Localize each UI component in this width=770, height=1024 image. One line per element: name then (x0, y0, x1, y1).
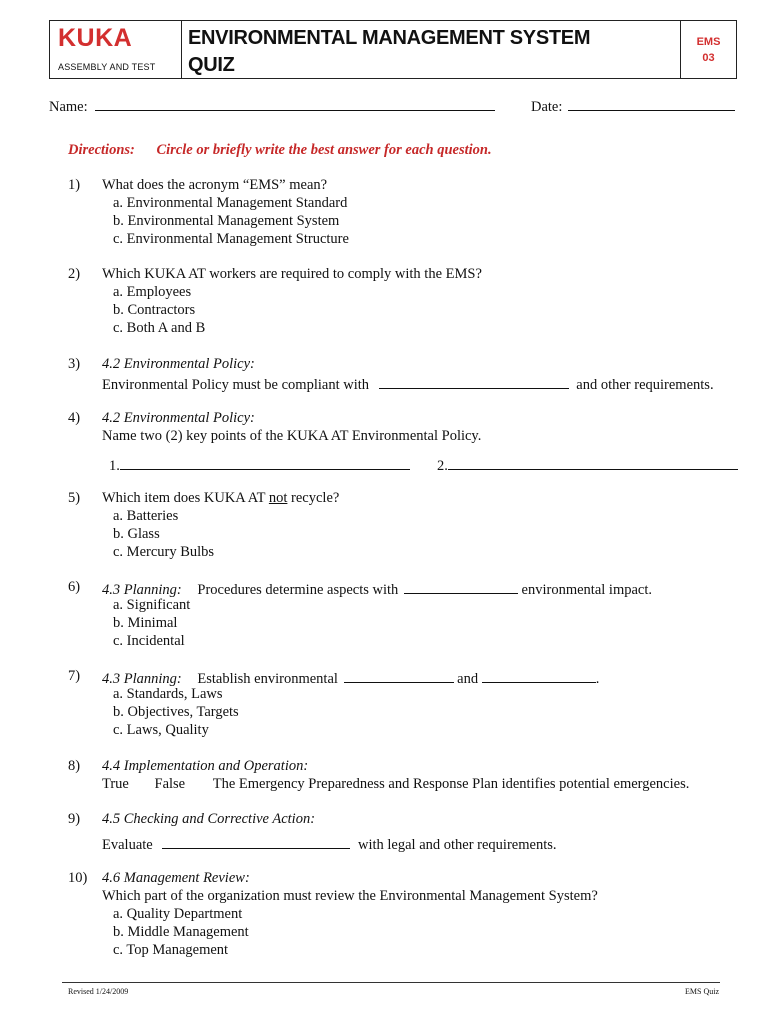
q2-option-b[interactable]: b. Contractors (113, 302, 196, 318)
directions-label: Directions: (68, 142, 135, 158)
q6-pre: Procedures determine aspects with (197, 582, 399, 598)
q8-text: The Emergency Preparedness and Response Plan identifies potential emergencies. (212, 776, 690, 792)
document-header (49, 20, 737, 79)
q3-pre: Environmental Policy must be compliant with (102, 377, 370, 393)
q7-option-b[interactable]: b. Objectives, Targets (113, 704, 239, 720)
q4-number: 4) (68, 410, 81, 426)
q8-true[interactable]: True (102, 776, 129, 792)
q6-post: environmental impact. (521, 582, 653, 598)
q5-post: recycle? (287, 490, 340, 506)
q7-option-a[interactable]: a. Standards, Laws (113, 686, 223, 702)
q7-mid: and (457, 671, 479, 687)
q3-heading: 4.2 Environmental Policy: (102, 356, 255, 372)
date-blank[interactable] (568, 96, 735, 111)
q4-text: Name two (2) key points of the KUKA AT Environmental Policy. (102, 428, 482, 444)
logo-subtitle: ASSEMBLY AND TEST (58, 62, 156, 72)
q1-option-b[interactable]: b. Environmental Management System (113, 213, 340, 229)
kuka-logo (50, 21, 182, 78)
name-label: Name: (49, 99, 88, 115)
code-line-1: EMS (696, 36, 721, 48)
q10-option-b[interactable]: b. Middle Management (113, 924, 249, 940)
q6-number: 6) (68, 579, 81, 595)
q9-blank[interactable] (162, 834, 350, 849)
q5-option-a[interactable]: a. Batteries (113, 508, 179, 524)
date-label: Date: (531, 99, 563, 115)
q9-heading: 4.5 Checking and Corrective Action: (102, 811, 316, 827)
q9-line (102, 834, 557, 854)
q7-blank-2[interactable] (482, 668, 596, 683)
q10-number: 10) (68, 870, 88, 886)
q7-post: . (595, 671, 600, 687)
q4-answer-2 (437, 455, 738, 475)
document-code (680, 21, 736, 78)
q6-option-a[interactable]: a. Significant (113, 597, 191, 613)
q2-option-a[interactable]: a. Employees (113, 284, 192, 300)
q7-number: 7) (68, 668, 81, 684)
q10-text: Which part of the organization must review the Environmental Management System? (102, 888, 598, 904)
q4-heading: 4.2 Environmental Policy: (102, 410, 255, 426)
q3-line (102, 374, 714, 394)
q4-blank2-label: 2. (437, 458, 448, 474)
q4-blank-1[interactable] (120, 455, 410, 470)
q4-answer-1 (109, 455, 410, 475)
q1-option-c[interactable]: c. Environmental Management Structure (113, 231, 349, 247)
q5-option-c[interactable]: c. Mercury Bulbs (113, 544, 215, 560)
q1-text: What does the acronym “EMS” mean? (102, 177, 328, 193)
document-title: ENVIRONMENTAL MANAGEMENT SYSTEM QUIZ (188, 27, 591, 76)
q5-underlined: not (268, 490, 288, 506)
q8-false[interactable]: False (154, 776, 186, 792)
directions (68, 142, 492, 159)
footer-revised: Revised 1/24/2009 (68, 987, 129, 996)
q5-option-b[interactable]: b. Glass (113, 526, 160, 542)
q8-heading: 4.4 Implementation and Operation: (102, 758, 309, 774)
directions-text: Circle or briefly write the best answer for each question. (156, 142, 492, 158)
q3-post: and other requirements. (576, 377, 714, 393)
q10-option-c[interactable]: c. Top Management (113, 942, 229, 958)
q4-blank-2[interactable] (448, 455, 738, 470)
footer-divider (62, 982, 720, 983)
name-blank[interactable] (95, 96, 495, 111)
q2-text: Which KUKA AT workers are required to comply with the EMS? (102, 266, 482, 282)
q7-option-c[interactable]: c. Laws, Quality (113, 722, 209, 738)
logo-text: KUKA (58, 24, 133, 52)
name-field (49, 96, 495, 116)
q2-number: 2) (68, 266, 81, 282)
q7-line (102, 668, 599, 688)
q6-heading: 4.3 Planning: (102, 582, 182, 598)
q5-number: 5) (68, 490, 81, 506)
q8-number: 8) (68, 758, 81, 774)
q9-number: 9) (68, 811, 81, 827)
q8-line (102, 776, 689, 793)
q7-pre: Establish environmental (197, 671, 338, 687)
q5-pre: Which item does KUKA AT (102, 490, 269, 506)
q6-option-c[interactable]: c. Incidental (113, 633, 185, 649)
q3-blank[interactable] (379, 374, 569, 389)
q10-option-a[interactable]: a. Quality Department (113, 906, 243, 922)
q1-number: 1) (68, 177, 81, 193)
q7-heading: 4.3 Planning: (102, 671, 182, 687)
q6-blank[interactable] (404, 579, 518, 594)
q7-blank-1[interactable] (344, 668, 454, 683)
q1-option-a[interactable]: a. Environmental Management Standard (113, 195, 348, 211)
q4-blank1-label: 1. (109, 458, 120, 474)
q9-pre: Evaluate (102, 837, 153, 853)
q6-line (102, 579, 652, 599)
q10-heading: 4.6 Management Review: (102, 870, 250, 886)
q9-post: with legal and other requirements. (357, 837, 557, 853)
q3-number: 3) (68, 356, 81, 372)
footer-title: EMS Quiz (685, 987, 719, 996)
q2-option-c[interactable]: c. Both A and B (113, 320, 206, 336)
q6-option-b[interactable]: b. Minimal (113, 615, 178, 631)
q5-text (102, 490, 339, 507)
code-line-2: 03 (702, 52, 715, 64)
date-field (531, 96, 735, 116)
